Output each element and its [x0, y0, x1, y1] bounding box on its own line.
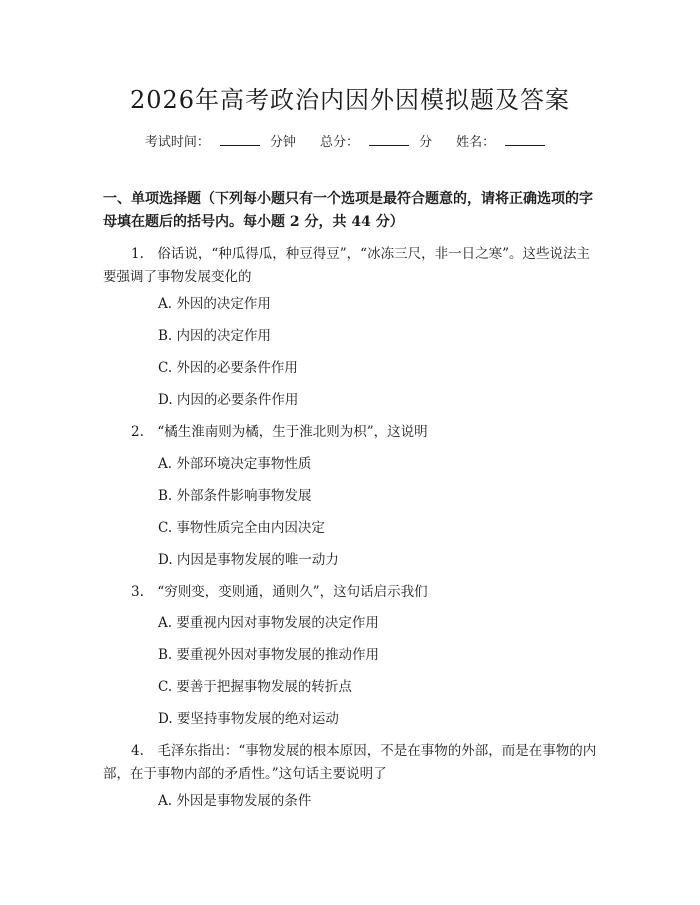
exam-name [456, 135, 555, 150]
score-label: 总分： [319, 135, 359, 150]
name-label: 姓名： [456, 135, 496, 150]
exam-meta [0, 131, 700, 150]
time-label: 考试时间： [144, 135, 210, 150]
q3-option-a[interactable]: A. 要重视内因对事物发展的决定作用 [158, 615, 379, 631]
q3-option-d[interactable]: D. 要坚持事物发展的绝对运动 [158, 711, 339, 727]
page-title: 2026年高考政治内因外因模拟题及答案 [129, 86, 571, 114]
question-3: 3. “穷则变，变则通，通则久”，这句话启示我们 [131, 584, 428, 600]
exam-score [320, 135, 432, 150]
q1-option-d[interactable]: D. 内因的必要条件作用 [158, 392, 299, 408]
q1-option-b[interactable]: B. 内因的决定作用 [158, 328, 272, 344]
q2-option-b[interactable]: B. 外部条件影响事物发展 [158, 488, 312, 504]
exam-time [145, 135, 296, 150]
question-4: 4. 毛泽东指出：“事物发展的根本原因，不是在事物的外部，而是在事物的内部，在于事物内部的矛盾性。”这句话主要说明了 [103, 743, 597, 782]
q3-option-b[interactable]: B. 要重视外因对事物发展的推动作用 [158, 647, 380, 663]
q1-option-a[interactable]: A. 外因的决定作用 [158, 296, 271, 312]
question-2: 2. “橘生淮南则为橘，生于淮北则为枳”，这说明 [131, 424, 428, 440]
q2-option-c[interactable]: C. 事物性质完全由内因决定 [158, 520, 325, 536]
score-blank[interactable] [369, 133, 409, 146]
name-blank[interactable] [505, 133, 545, 146]
time-unit: 分钟 [269, 135, 296, 150]
question-1: 1. 俗话说，“种瓜得瓜，种豆得豆”，“冰冻三尺，非一日之寒”。这些说法主要强调了事物发展变化的 [103, 246, 590, 285]
time-blank[interactable] [220, 133, 260, 146]
q2-option-d[interactable]: D. 内因是事物发展的唯一动力 [158, 552, 339, 568]
q1-option-c[interactable]: C. 外因的必要条件作用 [158, 360, 298, 376]
score-unit: 分 [419, 135, 433, 150]
q4-option-a[interactable]: A. 外因是事物发展的条件 [158, 793, 312, 809]
section-heading: 一、单项选择题（下列每小题只有一个选项是最符合题意的，请将正确选项的字母填在题后的括号内。每小题 2 分，共 44 分） [103, 191, 593, 230]
q3-option-c[interactable]: C. 要善于把握事物发展的转折点 [158, 679, 352, 695]
q2-option-a[interactable]: A. 外部环境决定事物性质 [158, 456, 312, 472]
